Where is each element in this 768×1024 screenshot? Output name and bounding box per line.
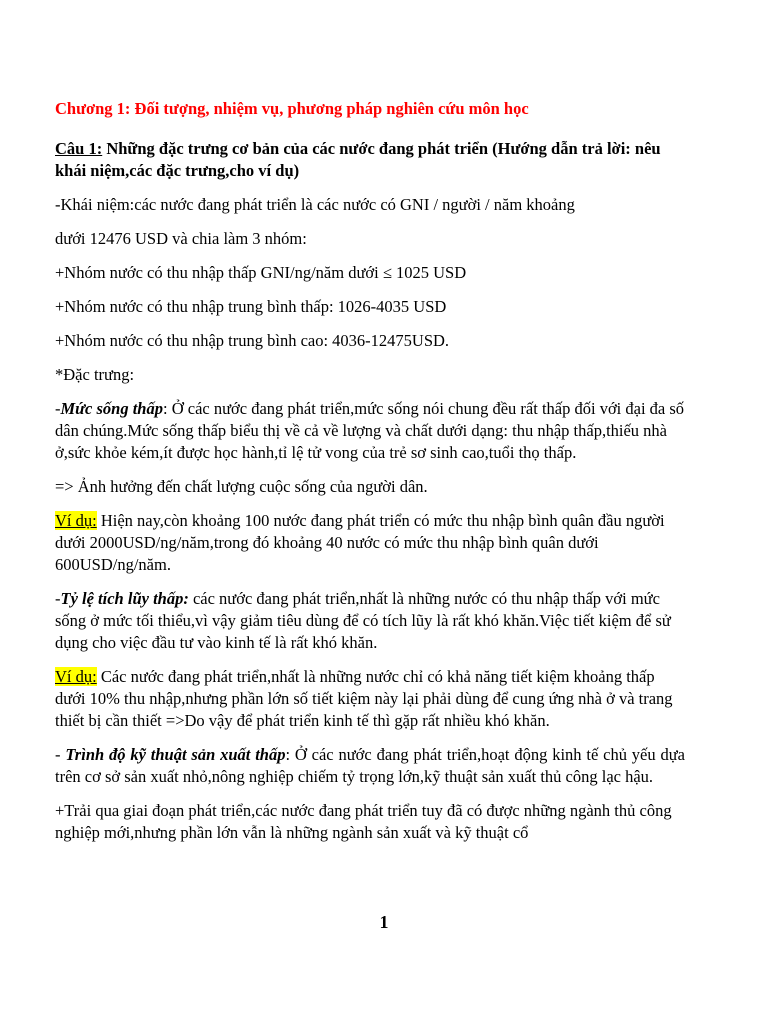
- feature-technology: [55, 744, 685, 788]
- example-paragraph-1: [55, 510, 685, 576]
- question-text: Những đặc trưng cơ bản của các nước đang phát triển (Hướng dẫn trả lời: nêu khái niệm,các đặc trưng,cho ví dụ): [55, 139, 661, 180]
- feature-prefix: -: [55, 745, 66, 764]
- example-text: Các nước đang phát triển,nhất là những nước chỉ có khả năng tiết kiệm khoảng thấp dưới 10% thu nhập,nhưng phần lớn số tiết kiệm này lại phải dùng để cung ứng nhà ở và trang thiết bị cần thiết =>Do vậy để phát triển kinh tế thì gặp rất nhiều khó khăn.: [55, 667, 673, 730]
- feature-text: : Ở các nước đang phát triển,mức sống nói chung đều rất thấp đối với đại đa số dân chúng.Mức sống thấp biểu thị về cả về lượng và chất dưới dạng: thu nhập thấp,thiếu nhà ở,sức khỏe kém,ít được học hành,tỉ lệ tử vong của trẻ sơ sinh cao,tuổi thọ thấp.: [55, 399, 685, 462]
- consequence-line: => Ảnh hưởng đến chất lượng cuộc sống của người dân.: [55, 477, 428, 496]
- feature-title: Tỷ lệ tích lũy thấp:: [60, 589, 189, 608]
- concept-line-2: dưới 12476 USD và chia làm 3 nhóm:: [55, 229, 307, 248]
- example-text: Hiện nay,còn khoảng 100 nước đang phát triển có mức thu nhập bình quân đầu người dưới 2000USD/ng/năm,trong đó khoảng 40 nước có mức thu nhập bình quân dưới 600USD/ng/năm.: [55, 511, 665, 574]
- features-heading: *Đặc trưng:: [55, 365, 135, 384]
- feature-title: Trình độ kỹ thuật sản xuất thấp: [65, 745, 286, 764]
- feature-technology-continued: +Trải qua giai đoạn phát triển,các nước đang phát triển tuy đã có được những ngành thủ công nghiệp mới,nhưng phần lớn vẫn là những ngành sản xuất và kỹ thuật cổ: [55, 801, 672, 842]
- feature-living-standard: [55, 398, 685, 464]
- group-item-lower-middle: +Nhóm nước có thu nhập trung bình thấp: 1026-4035 USD: [55, 297, 447, 316]
- example-paragraph-2: [55, 666, 685, 732]
- feature-text: : Ở các nước đang phát triển,hoạt động kinh tế chủ yếu dựa trên cơ sở sản xuất nhỏ,nông nghiệp chiếm tỷ trọng lớn,kỹ thuật sản xuất thủ công lạc hậu.: [55, 745, 685, 786]
- feature-text: các nước đang phát triển,nhất là những nước có thu nhập thấp với mức sống ở mức tối thiểu,vì vậy giảm tiêu dùng để có tích lũy là rất khó khăn.Việc tiết kiệm để sử dụng cho việc đầu tư vào kinh tế là rất khó khăn.: [55, 589, 671, 652]
- feature-title: Mức sống thấp: [60, 399, 163, 418]
- chapter-title: Chương 1: Đối tượng, nhiệm vụ, phương pháp nghiên cứu môn học: [55, 99, 529, 118]
- question-heading: [55, 138, 685, 182]
- question-label: Câu 1:: [55, 139, 103, 158]
- example-label: Ví dụ:: [55, 667, 97, 686]
- concept-line-1: -Khái niệm:các nước đang phát triển là các nước có GNI / người / năm khoảng: [55, 195, 575, 214]
- group-item-low: +Nhóm nước có thu nhập thấp GNI/ng/năm dưới ≤ 1025 USD: [55, 263, 467, 282]
- document-body: [55, 98, 685, 844]
- page-number: 1: [379, 912, 389, 932]
- feature-prefix: -: [55, 589, 61, 608]
- feature-prefix: -: [55, 399, 61, 418]
- group-item-upper-middle: +Nhóm nước có thu nhập trung bình cao: 4036-12475USD.: [55, 331, 450, 350]
- feature-accumulation: [55, 588, 685, 654]
- example-label: Ví dụ:: [55, 511, 97, 530]
